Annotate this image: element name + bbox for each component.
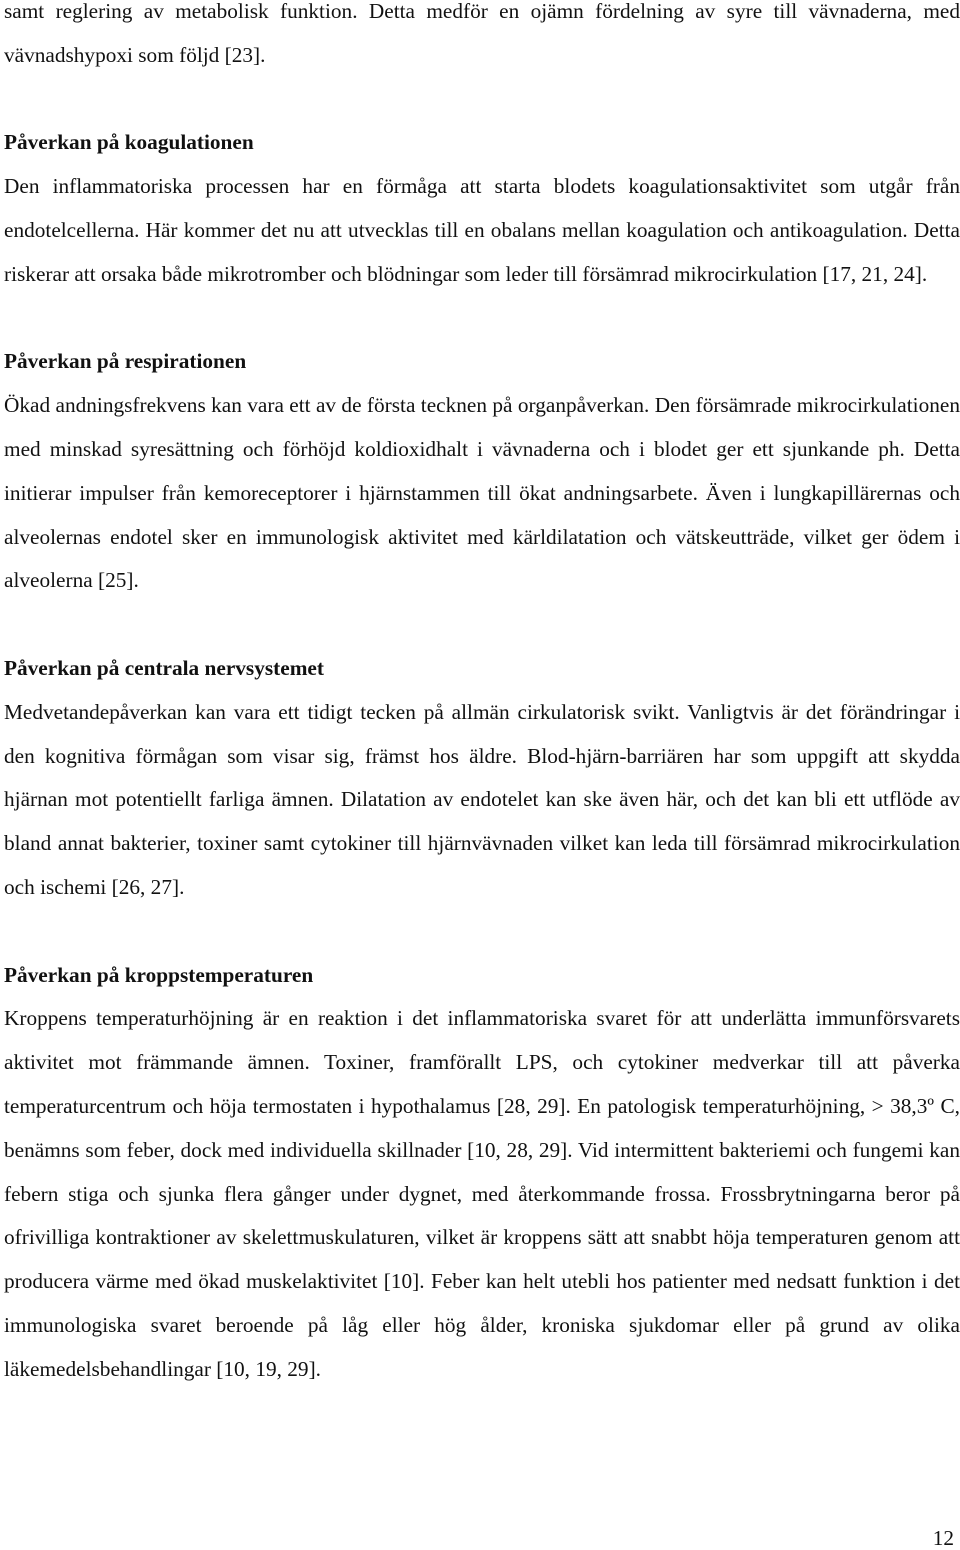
section-respiration [4, 340, 960, 603]
section-koagulation [4, 121, 960, 296]
section-body: Den inflammatoriska processen har en förmåga att starta blodets koagulationsaktivitet som utgår från endotelcellerna. Här kommer det nu att utvecklas till en obalans mellan koagulation och antikoagulation. Detta riskerar att orsaka både mikrotromber och blödningar som leder till försämrad mikrocirkulation [17, 21, 24]. [4, 174, 960, 286]
section-gap [4, 78, 960, 122]
section-heading: Påverkan på respirationen [4, 349, 247, 374]
section-body: Ökad andningsfrekvens kan vara ett av de första tecknen på organpåverkan. Den försämrade mikrocirkulationen med minskad syresättning och förhöjd koldioxidhalt i vävnaderna och i blodet ger ett sjunkande ph. Detta initierar impulser från kemoreceptorer i hjärnstammen till ökat andningsarbete. Även i lungkapillärernas och alveolernas endotel sker en immunologisk aktivitet med kärldilatation och vätskeutträde, vilket ger ödem i alveolerna [25]. [4, 393, 960, 593]
intro-paragraph: samt reglering av metabolisk funktion. Detta medför en ojämn fördelning av syre till vävnaderna, med vävnadshypoxi som följd [23]. [4, 0, 960, 67]
section-heading: Påverkan på centrala nervsystemet [4, 655, 324, 680]
section-gap [4, 910, 960, 954]
section-body: Medvetandepåverkan kan vara ett tidigt tecken på allmän cirkulatorisk svikt. Vanligtvis är det förändringar i den kognitiva förmågan som visar sig, främst hos äldre. Blod-hjärn-barriären har som uppgift att skydda hjärnan mot potentiellt farliga ämnen. Dilatation av endotelet kan ske även här, och det kan bli ett utflöde av bland annat bakterier, toxiner samt cytokiner till hjärnvävnaden vilket kan leda till försämrad mikrocirkulation och ischemi [26, 27]. [4, 699, 960, 899]
document-page [4, 0, 960, 1392]
page-number: 12 [932, 1526, 954, 1550]
section-gap [4, 297, 960, 341]
section-nervsystem [4, 647, 960, 910]
section-heading: Påverkan på kroppstemperaturen [4, 962, 314, 987]
section-heading: Påverkan på koagulationen [4, 130, 254, 155]
section-body: Kroppens temperaturhöjning är en reaktion i det inflammatoriska svaret för att underlätta immunförsvarets aktivitet mot främmande ämnen. Toxiner, framförallt LPS, och cytokiner medverkar till att påverka temperaturcentrum och höja termostaten i hypothalamus [28, 29]. En patologisk temperaturhöjning, > 38,3º C, benämns som feber, dock med individuella skillnader [10, 28, 29]. Vid intermittent bakteriemi och fungemi kan febern stiga och sjunka flera gånger under dygnet, med återkommande frossa. Frossbrytningarna beror på ofrivilliga kontraktioner av skelettmuskulaturen, vilket är kroppens sätt att snabbt höja temperaturen genom att producera värme med ökad muskelaktivitet [10]. Feber kan helt utebli hos patienter med nedsatt funktion i det immunologiska svaret beroende på låg eller hög ålder, kroniska sjukdomar eller på grund av olika läkemedelsbehandlingar [10, 19, 29]. [4, 1006, 960, 1381]
section-gap [4, 603, 960, 647]
section-kroppstemperatur [4, 954, 960, 1392]
